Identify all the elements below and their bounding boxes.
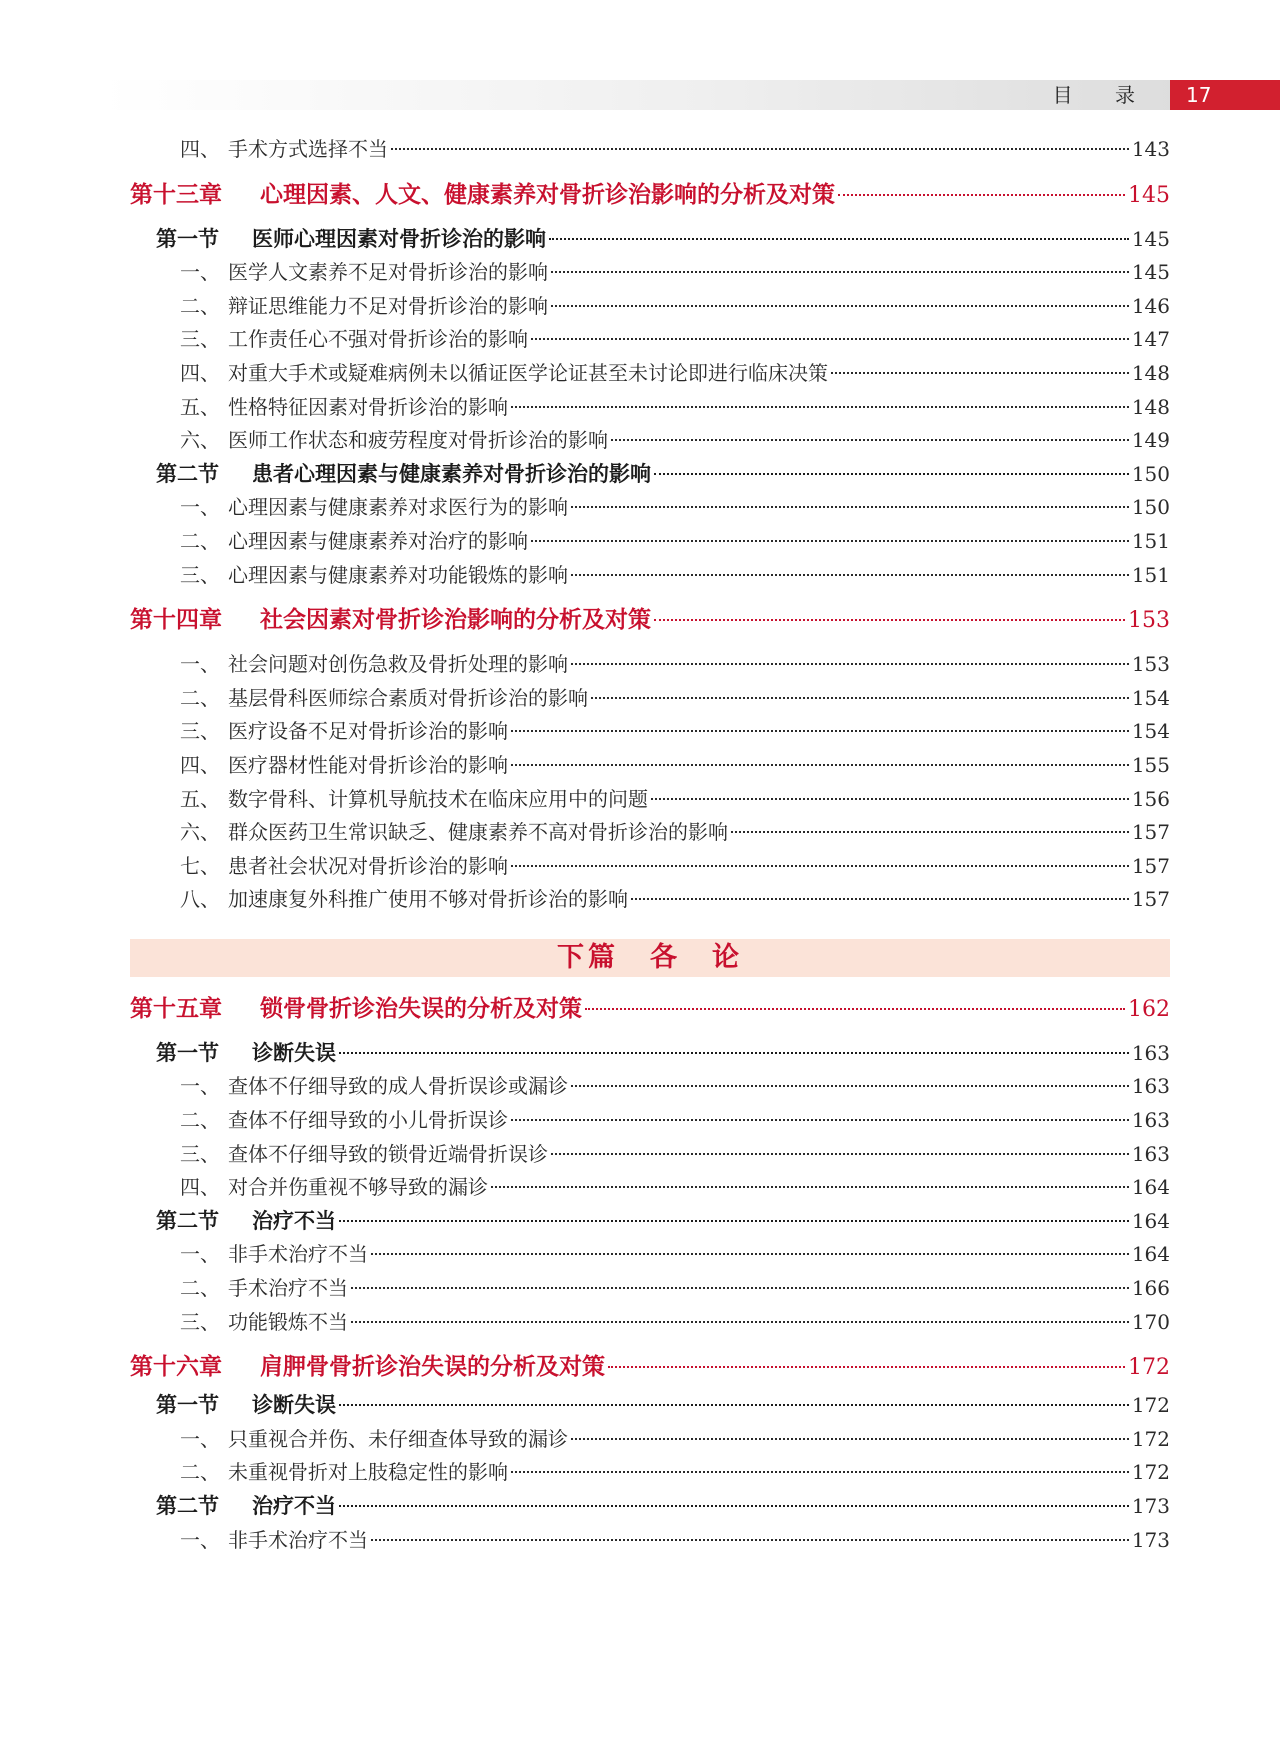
dot-leader [571, 506, 1129, 508]
dot-leader [571, 574, 1129, 576]
item-label: 心理因素与健康素养对求医行为的影响 [228, 495, 568, 520]
dot-leader [339, 1505, 1129, 1507]
toc-item[interactable] [130, 1104, 1170, 1138]
section-page: 145 [1131, 226, 1170, 251]
item-label: 非手术治疗不当 [228, 1242, 368, 1267]
dot-leader [351, 1287, 1129, 1289]
item-page: 166 [1131, 1276, 1170, 1301]
item-page: 157 [1131, 820, 1170, 845]
item-label: 功能锻炼不当 [228, 1309, 348, 1334]
dot-leader [511, 865, 1129, 867]
dot-leader [531, 338, 1129, 340]
section-number: 第一节 [156, 1393, 219, 1418]
item-label: 对合并伤重视不够导致的漏诊 [228, 1175, 488, 1200]
item-number: 一、 [180, 1527, 220, 1552]
item-label: 数字骨科、计算机导航技术在临床应用中的问题 [228, 786, 648, 811]
toc-chapter-15[interactable] [130, 987, 1170, 1031]
toc-item[interactable] [130, 749, 1170, 783]
dot-leader [511, 764, 1129, 766]
dot-leader [654, 619, 1125, 621]
item-page: 151 [1131, 528, 1170, 553]
item-page: 157 [1131, 887, 1170, 912]
item-number: 三、 [180, 1309, 220, 1334]
item-label: 未重视骨折对上肢稳定性的影响 [228, 1460, 508, 1485]
toc-item[interactable] [130, 559, 1170, 593]
item-page: 163 [1131, 1108, 1170, 1133]
item-page: 143 [1131, 137, 1170, 161]
toc-item[interactable] [130, 648, 1170, 682]
chapter-title: 肩胛骨骨折诊治失误的分析及对策 [260, 1354, 605, 1381]
toc-item[interactable] [130, 1423, 1170, 1457]
toc-item[interactable] [130, 1456, 1170, 1490]
toc-item[interactable] [130, 682, 1170, 716]
dot-leader [351, 1321, 1129, 1323]
chapter-page: 162 [1128, 996, 1170, 1022]
dot-leader [654, 473, 1129, 475]
toc-section[interactable] [130, 1205, 1170, 1239]
item-number: 四、 [180, 1175, 220, 1200]
item-number: 一、 [180, 495, 220, 520]
section-number: 第一节 [156, 1040, 219, 1065]
item-page: 151 [1131, 562, 1170, 587]
item-number: 七、 [180, 853, 220, 878]
item-label: 群众医药卫生常识缺乏、健康素养不高对骨折诊治的影响 [228, 820, 728, 845]
toc-item[interactable] [130, 715, 1170, 749]
item-label: 医疗设备不足对骨折诊治的影响 [228, 719, 508, 744]
item-label: 手术方式选择不当 [228, 137, 388, 161]
toc-item[interactable] [130, 491, 1170, 525]
dot-leader [511, 1471, 1129, 1473]
item-page: 148 [1131, 360, 1170, 385]
toc-item[interactable] [130, 391, 1170, 425]
chapter-page: 172 [1128, 1355, 1170, 1381]
toc-section[interactable] [130, 1389, 1170, 1423]
item-page: 148 [1131, 394, 1170, 419]
section-page: 150 [1131, 461, 1170, 486]
dot-leader [838, 194, 1125, 196]
chapter-page: 145 [1128, 182, 1170, 208]
toc-item[interactable] [130, 1138, 1170, 1172]
item-label: 工作责任心不强对骨折诊治的影响 [228, 327, 528, 352]
toc-item[interactable] [130, 424, 1170, 458]
item-label: 社会问题对创伤急救及骨折处理的影响 [228, 652, 568, 677]
item-page: 150 [1131, 495, 1170, 520]
item-label: 心理因素与健康素养对功能锻炼的影响 [228, 562, 568, 587]
dot-leader [651, 798, 1129, 800]
item-number: 八、 [180, 887, 220, 912]
chapter-number: 第十四章 [130, 607, 222, 634]
item-label: 加速康复外科推广使用不够对骨折诊治的影响 [228, 887, 628, 912]
dot-leader [371, 1253, 1129, 1255]
item-page: 149 [1131, 428, 1170, 453]
item-number: 六、 [180, 820, 220, 845]
item-page: 164 [1131, 1242, 1170, 1267]
section-title: 治疗不当 [252, 1494, 336, 1518]
item-number: 二、 [180, 1460, 220, 1485]
toc-item[interactable] [130, 1306, 1170, 1340]
item-number: 一、 [180, 652, 220, 677]
chapter-number: 第十三章 [130, 181, 222, 208]
item-page: 154 [1131, 685, 1170, 710]
item-page: 172 [1131, 1426, 1170, 1451]
section-number: 第二节 [156, 461, 219, 486]
item-number: 二、 [180, 528, 220, 553]
dot-leader [339, 1404, 1129, 1406]
chapter-title: 锁骨骨折诊治失误的分析及对策 [260, 995, 582, 1022]
item-page: 153 [1131, 652, 1170, 677]
toc-section[interactable] [130, 1490, 1170, 1524]
item-label: 医学人文素养不足对骨折诊治的影响 [228, 260, 548, 285]
toc-item[interactable] [130, 357, 1170, 391]
dot-leader [549, 238, 1129, 240]
toc-item[interactable] [130, 883, 1170, 917]
toc-item[interactable] [130, 1070, 1170, 1104]
toc-section[interactable] [130, 458, 1170, 492]
item-number: 二、 [180, 293, 220, 318]
item-page: 164 [1131, 1175, 1170, 1200]
chapter-number: 第十六章 [130, 1354, 222, 1381]
page-header-title: 目 录 [1052, 83, 1153, 107]
dot-leader [608, 1366, 1125, 1368]
item-page: 145 [1131, 260, 1170, 285]
dot-leader [551, 1153, 1129, 1155]
item-number: 二、 [180, 685, 220, 710]
toc-item[interactable] [130, 323, 1170, 357]
item-page: 163 [1131, 1141, 1170, 1166]
item-page: 173 [1131, 1527, 1170, 1552]
toc-item[interactable] [130, 1238, 1170, 1272]
section-number: 第二节 [156, 1208, 219, 1233]
section-title: 医师心理因素对骨折诊治的影响 [252, 226, 546, 251]
table-of-contents [130, 133, 1170, 1557]
item-label: 医疗器材性能对骨折诊治的影响 [228, 752, 508, 777]
item-number: 四、 [180, 360, 220, 385]
item-number: 三、 [180, 562, 220, 587]
dot-leader [531, 540, 1129, 542]
toc-item[interactable] [130, 290, 1170, 324]
dot-leader [391, 148, 1129, 150]
dot-leader [611, 439, 1129, 441]
item-number: 一、 [180, 1242, 220, 1267]
item-label: 查体不仔细导致的成人骨折误诊或漏诊 [228, 1074, 568, 1099]
dot-leader [571, 1438, 1129, 1440]
section-title: 诊断失误 [252, 1393, 336, 1418]
item-label: 非手术治疗不当 [228, 1527, 368, 1552]
item-page: 146 [1131, 293, 1170, 318]
dot-leader [551, 271, 1129, 273]
item-number: 一、 [180, 1074, 220, 1099]
item-label: 性格特征因素对骨折诊治的影响 [228, 394, 508, 419]
page-number: 17 [1170, 80, 1280, 110]
chapter-number: 第十五章 [130, 995, 222, 1022]
section-page: 164 [1131, 1208, 1170, 1233]
toc-section[interactable] [130, 1037, 1170, 1071]
section-title: 诊断失误 [252, 1040, 336, 1065]
section-page: 173 [1131, 1494, 1170, 1518]
toc-section[interactable] [130, 223, 1170, 257]
dot-leader [591, 697, 1129, 699]
item-page: 156 [1131, 786, 1170, 811]
toc-chapter-16[interactable] [130, 1345, 1170, 1389]
toc-item[interactable] [130, 133, 1170, 167]
item-label: 查体不仔细导致的小儿骨折误诊 [228, 1108, 508, 1133]
item-number: 四、 [180, 137, 220, 161]
item-label: 心理因素与健康素养对治疗的影响 [228, 528, 528, 553]
dot-leader [571, 1085, 1129, 1087]
dot-leader [491, 1186, 1129, 1188]
chapter-title: 心理因素、人文、健康素养对骨折诊治影响的分析及对策 [260, 181, 835, 208]
item-label: 查体不仔细导致的锁骨近端骨折误诊 [228, 1141, 548, 1166]
item-page: 163 [1131, 1074, 1170, 1099]
item-number: 一、 [180, 1426, 220, 1451]
dot-leader [831, 372, 1129, 374]
item-label: 患者社会状况对骨折诊治的影响 [228, 853, 508, 878]
item-number: 四、 [180, 752, 220, 777]
toc-item[interactable] [130, 525, 1170, 559]
toc-item[interactable] [130, 783, 1170, 817]
dot-leader [631, 898, 1129, 900]
section-number: 第二节 [156, 1494, 219, 1518]
item-label: 手术治疗不当 [228, 1276, 348, 1301]
toc-item[interactable] [130, 256, 1170, 290]
toc-chapter-13[interactable] [130, 173, 1170, 217]
section-number: 第一节 [156, 226, 219, 251]
item-label: 对重大手术或疑难病例未以循证医学论证甚至未讨论即进行临床决策 [228, 360, 828, 385]
toc-item[interactable] [130, 816, 1170, 850]
dot-leader [339, 1052, 1129, 1054]
item-page: 147 [1131, 327, 1170, 352]
section-title: 治疗不当 [252, 1208, 336, 1233]
dot-leader [511, 1119, 1129, 1121]
item-number: 六、 [180, 428, 220, 453]
dot-leader [585, 1008, 1125, 1010]
dot-leader [511, 406, 1129, 408]
item-number: 五、 [180, 394, 220, 419]
item-label: 基层骨科医师综合素质对骨折诊治的影响 [228, 685, 588, 710]
toc-item[interactable] [130, 1171, 1170, 1205]
item-label: 医师工作状态和疲劳程度对骨折诊治的影响 [228, 428, 608, 453]
part-banner: 下篇 各 论 [130, 939, 1170, 977]
chapter-page: 153 [1128, 608, 1170, 634]
item-number: 五、 [180, 786, 220, 811]
item-number: 二、 [180, 1108, 220, 1133]
toc-item[interactable] [130, 1524, 1170, 1558]
toc-item[interactable] [130, 1272, 1170, 1306]
item-number: 二、 [180, 1276, 220, 1301]
item-label: 只重视合并伤、未仔细查体导致的漏诊 [228, 1426, 568, 1451]
dot-leader [339, 1220, 1129, 1222]
item-number: 一、 [180, 260, 220, 285]
item-number: 三、 [180, 327, 220, 352]
item-number: 三、 [180, 1141, 220, 1166]
dot-leader [371, 1539, 1129, 1541]
section-page: 172 [1131, 1393, 1170, 1418]
item-label: 辩证思维能力不足对骨折诊治的影响 [228, 293, 548, 318]
item-page: 154 [1131, 719, 1170, 744]
dot-leader [551, 305, 1129, 307]
item-page: 155 [1131, 752, 1170, 777]
toc-item[interactable] [130, 850, 1170, 884]
dot-leader [511, 730, 1129, 732]
toc-chapter-14[interactable] [130, 598, 1170, 642]
section-title: 患者心理因素与健康素养对骨折诊治的影响 [252, 461, 651, 486]
item-page: 170 [1131, 1309, 1170, 1334]
chapter-title: 社会因素对骨折诊治影响的分析及对策 [260, 607, 651, 634]
dot-leader [571, 663, 1129, 665]
item-page: 172 [1131, 1460, 1170, 1485]
dot-leader [731, 831, 1129, 833]
section-page: 163 [1131, 1040, 1170, 1065]
item-number: 三、 [180, 719, 220, 744]
item-page: 157 [1131, 853, 1170, 878]
